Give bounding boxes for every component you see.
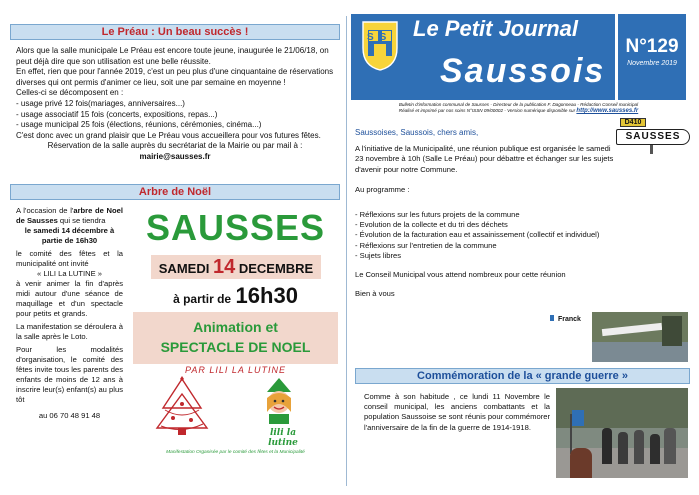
poster-by: PAR LILI LA LUTINE bbox=[184, 365, 287, 375]
christmas-tree-icon bbox=[151, 376, 213, 446]
commemoration-text: Comme à son habitude , ce lundi 11 Novembre le conseil municipal, les anciens combattants et la population Saussoise se sont réunis pour commémorer l'anniversaire de la fin de la guerre de 1914-1918. bbox=[364, 392, 550, 432]
noel-phone: au 06 70 48 91 48 bbox=[38, 411, 101, 420]
elf-name: lili la lutine bbox=[268, 428, 298, 448]
article-signature: Franck bbox=[550, 315, 581, 323]
article bbox=[355, 128, 617, 195]
road-sign-number: D410 bbox=[620, 118, 646, 127]
noel-body-2: à venir animer la fin d'après midi autour d'une séance de maquillage et d'un spectacle pour petits et grands. bbox=[16, 279, 123, 318]
preau-paragraph-3: Celles-ci se décomposent en : bbox=[16, 88, 124, 98]
masthead-title-2: Saussois bbox=[440, 52, 606, 90]
road-sign-name: SAUSSES bbox=[616, 129, 690, 145]
noel-banner: Arbre de Noël bbox=[10, 184, 340, 200]
preau-article bbox=[16, 46, 334, 163]
noel-body-1: le comité des fêtes et la municipalité ont invité bbox=[16, 249, 123, 268]
preau-usage-municipal: - usage municipal 25 fois (élections, réunions, cérémonies, cinéma...) bbox=[16, 120, 262, 130]
road-sign-post bbox=[650, 145, 653, 154]
issue-date: Novembre 2019 bbox=[627, 60, 677, 67]
noel-intro: A l'occasion de l'arbre de Noel de Sausses qui se tiendra bbox=[16, 206, 123, 225]
agenda-item: - Sujets libres bbox=[355, 250, 402, 260]
preau-banner: Le Préau : Un beau succès ! bbox=[10, 24, 340, 40]
agenda-item: - Evolution de la collecte et du tri des déchets bbox=[355, 220, 508, 230]
article-signoff: Bien à vous bbox=[355, 289, 395, 299]
issue-number: N°129 bbox=[625, 36, 679, 57]
noel-invitee: « LILI La LUTINE » bbox=[36, 269, 102, 278]
issue-box bbox=[618, 14, 686, 100]
article-closing: Le Conseil Municipal vous attend nombreux pour cette réunion bbox=[355, 270, 566, 280]
preau-email[interactable]: mairie@sausses.fr bbox=[139, 151, 211, 161]
masthead-title-1: Le Petit Journal bbox=[413, 16, 579, 41]
masthead-credits: Bulletin d'information communal de Sausses - Directeur de la publication F. Dagonneau - Rédaction Conseil municipal Réalisé et imprimé par nos soins N°ISSN 09/00002 - Version numérique disponible sur http://www.sausses.fr bbox=[398, 102, 639, 114]
coat-of-arms-letters: S S bbox=[367, 32, 387, 43]
meeting-photo bbox=[592, 312, 688, 362]
agenda-item: - Réflexions sur les futurs projets de la commune bbox=[355, 210, 520, 219]
noel-poster bbox=[133, 204, 338, 466]
poster-line-1: Animation et bbox=[193, 319, 278, 335]
poster-time: à partir de 16h30 bbox=[173, 283, 298, 308]
elf-portrait bbox=[259, 378, 299, 424]
coat-of-arms-icon bbox=[361, 20, 399, 72]
road-sign bbox=[616, 118, 694, 154]
noel-body-4: Pour les modalités d'organisation, le comité des fêtes invite tous les parents des enfants de moins de 12 ans à inscrire leur(s) enfant(s) au plus tôt bbox=[16, 345, 123, 404]
agenda-item: - Évolution de la facturation eau et assainissement (collectif et individuel) bbox=[355, 230, 600, 240]
noel-article bbox=[16, 206, 123, 421]
photo-banner-cloth bbox=[602, 323, 662, 336]
preau-paragraph-2: En effet, rien que pour l'année 2019, c'est un peu plus d'une cinquantaine de réservations diverses qui ont permis d'animer ce lieu, soit une par semaine en moyenne ! bbox=[16, 67, 334, 87]
website-link[interactable]: http://www.sausses.fr bbox=[576, 108, 639, 114]
preau-reservation: Réservation de la salle auprès du secrétariat de la Mairie ou par mail à : bbox=[47, 141, 303, 151]
agenda-list bbox=[355, 210, 685, 299]
poster-footer: Manifestation Organisée par le comité des fêtes et la Municipalité bbox=[166, 450, 305, 455]
preau-usage-association: - usage associatif 15 fois (concerts, expositions, repas...) bbox=[16, 109, 218, 119]
article-greeting: Saussoises, Saussois, chers amis, bbox=[355, 128, 479, 137]
poster-line-2: SPECTACLE DE NOEL bbox=[160, 339, 311, 355]
preau-paragraph-closing: C'est donc avec un grand plaisir que Le Préau vous accueillera pour vos futures fêtes. bbox=[16, 130, 321, 140]
article-intro: A l'initiative de la Municipalité, une réunion publique est organisée le samedi 23 novembre à 10h (Salle Le Préau) pour débattre et échanger sur les sujets d'avenir pour notre Commune. bbox=[355, 144, 614, 174]
poster-title: SAUSSES bbox=[145, 207, 326, 248]
poster-date: SAMEDI 14 DECEMBRE bbox=[151, 255, 321, 279]
column-divider bbox=[346, 16, 347, 486]
noel-body-3: La manifestation se déroulera à la salle après le Loto. bbox=[16, 322, 123, 341]
commemoration-photo bbox=[556, 388, 688, 478]
noel-date: le samedi 14 décembre à partie de 16h30 bbox=[24, 226, 115, 245]
preau-usage-private: - usage privé 12 fois(mariages, anniversaires...) bbox=[16, 98, 185, 108]
preau-paragraph-1: Alors que la salle municipale Le Préau est encore toute jeune, inaugurée le 21/06/18, on peut déjà dire que son utilisation est une belle réussite. bbox=[16, 46, 329, 66]
agenda-title: Au programme : bbox=[355, 184, 410, 194]
agenda-item: - Réflexions sur l'entretien de la commune bbox=[355, 240, 497, 250]
commemoration-banner: Commémoration de la « grande guerre » bbox=[355, 368, 690, 384]
